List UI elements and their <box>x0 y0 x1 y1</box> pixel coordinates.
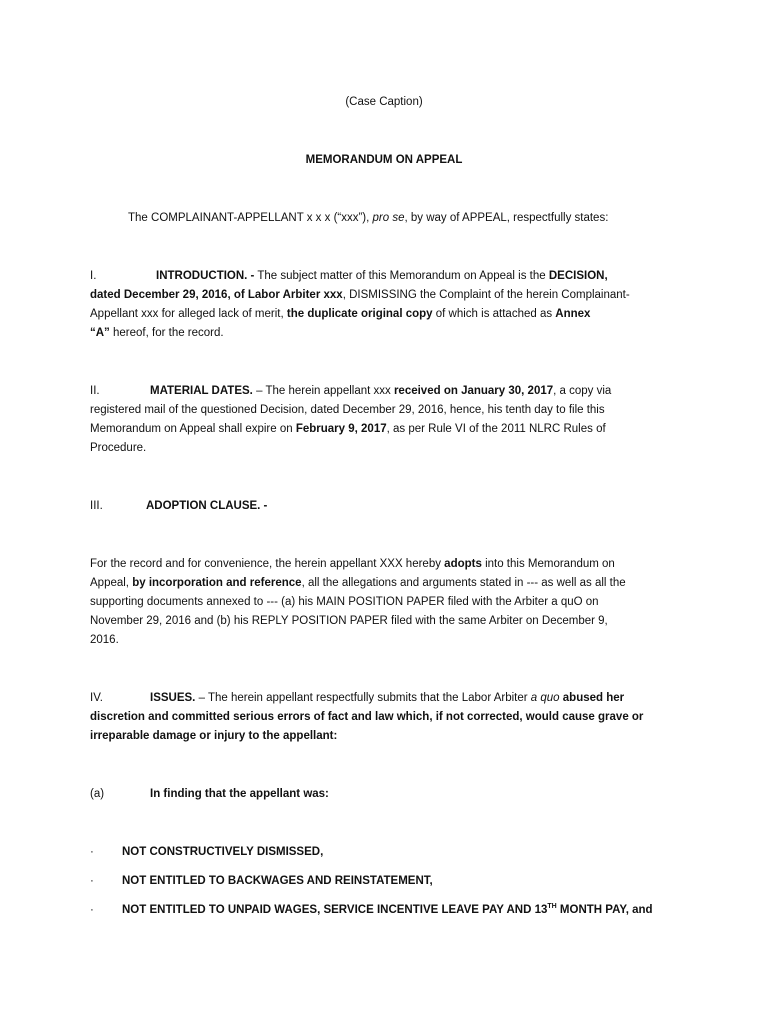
bullet-item: · NOT ENTITLED TO UNPAID WAGES, SERVICE INCENTIVE LEAVE PAY AND 13TH MONTH PAY, and <box>90 903 653 916</box>
bullet-item: · NOT ENTITLED TO BACKWAGES AND REINSTATEMENT, <box>90 875 433 887</box>
document-title: MEMORANDUM ON APPEAL <box>305 154 463 166</box>
bullet-item: · NOT CONSTRUCTIVELY DISMISSED, <box>90 846 324 858</box>
section-issues-line-3: irreparable damage or injury to the appellant: <box>90 730 338 742</box>
section-material-dates-line-4: Procedure. <box>90 442 147 454</box>
section-issues-line-1: IV. ISSUES. – The herein appellant respectfully submits that the Labor Arbiter a quo abused her <box>90 692 625 704</box>
section-material-dates-line-2: registered mail of the questioned Decision, dated December 29, 2016, hence, his tenth day to file this <box>90 404 605 416</box>
section-introduction-line-2: dated December 29, 2016, of Labor Arbiter xxx, DISMISSING the Complaint of the herein Complainant- <box>90 289 630 301</box>
adoption-line-4: November 29, 2016 and (b) his REPLY POSITION PAPER filed with the same Arbiter on December 9, <box>90 615 608 627</box>
intro-paragraph: The COMPLAINANT-APPELLANT x x x (“xxx”), pro se, by way of APPEAL, respectfully states: <box>128 212 609 224</box>
adoption-line-2: Appeal, by incorporation and reference, all the allegations and arguments stated in --- as well as all the <box>90 577 626 589</box>
section-introduction-line-4: “A” hereof, for the record. <box>90 327 224 339</box>
case-caption: (Case Caption) <box>345 96 423 108</box>
section-introduction-line-1: I. INTRODUCTION. - The subject matter of this Memorandum on Appeal is the DECISION, <box>90 270 608 282</box>
section-adoption-heading: III. ADOPTION CLAUSE. - <box>90 500 268 512</box>
section-issues-line-2: discretion and committed serious errors of fact and law which, if not corrected, would cause grave or <box>90 711 644 723</box>
section-material-dates-line-3: Memorandum on Appeal shall expire on February 9, 2017, as per Rule VI of the 2011 NLRC Rules of <box>90 423 606 435</box>
adoption-line-5: 2016. <box>90 634 119 646</box>
section-introduction-line-3: Appellant xxx for alleged lack of merit, the duplicate original copy of which is attached as Annex <box>90 308 591 320</box>
section-material-dates-line-1: II. MATERIAL DATES. – The herein appellant xxx received on January 30, 2017, a copy via <box>90 385 612 397</box>
adoption-line-1: For the record and for convenience, the herein appellant XXX hereby adopts into this Memorandum on <box>90 558 615 570</box>
adoption-line-3: supporting documents annexed to --- (a) his MAIN POSITION PAPER filed with the Arbiter a quO on <box>90 596 599 608</box>
issue-sub-a: (a) In finding that the appellant was: <box>90 788 329 800</box>
